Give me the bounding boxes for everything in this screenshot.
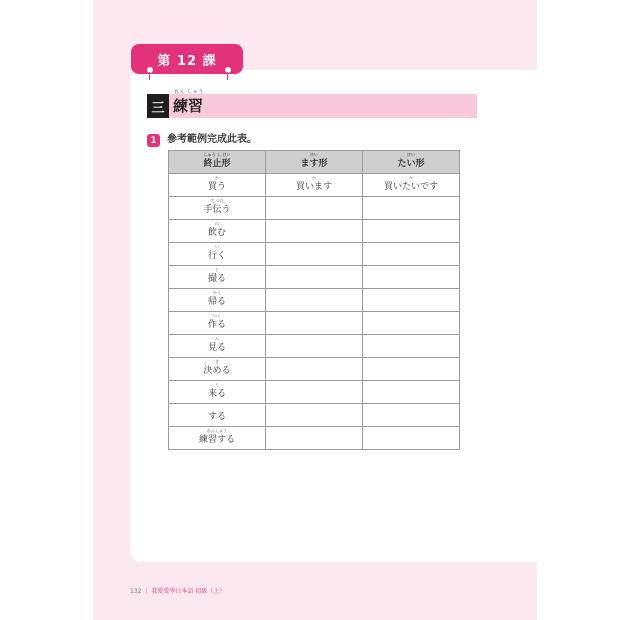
tai-form-cell[interactable]	[363, 197, 460, 220]
verb-form-table	[168, 150, 460, 450]
dictionary-form-cell	[169, 312, 266, 335]
dictionary-form-cell	[169, 335, 266, 358]
tai-form-cell[interactable]	[363, 335, 460, 358]
masu-form-cell[interactable]	[266, 312, 363, 335]
table-row	[169, 289, 460, 312]
dictionary-form-cell	[169, 266, 266, 289]
table-row	[169, 427, 460, 450]
verb-text: 作る	[207, 320, 226, 330]
book-level: 初級（上）	[195, 588, 226, 595]
furigana: く	[215, 382, 219, 387]
verb-text: 決める	[203, 366, 231, 376]
verb-text: 練習する	[198, 435, 235, 445]
footer-separator: ｜	[143, 588, 150, 595]
section-title: 練習	[173, 97, 204, 115]
header-masu-form	[266, 151, 363, 174]
header-ruby: けい	[310, 152, 318, 157]
table-row	[169, 358, 460, 381]
verb-text: 帰る	[207, 297, 226, 307]
tai-form-cell[interactable]	[363, 174, 460, 197]
furigana: の	[215, 221, 219, 226]
table-row	[169, 381, 460, 404]
table-row	[169, 266, 460, 289]
verb-text: 見る	[207, 343, 226, 353]
table-row	[169, 220, 460, 243]
tai-form-cell[interactable]	[363, 243, 460, 266]
header-label: たい形	[397, 159, 425, 169]
furigana: か	[409, 175, 413, 180]
header-label: 終止形	[203, 159, 231, 169]
header-ruby: しゅう し けい	[203, 152, 231, 157]
exercise-instruction: 參考範例完成此表。	[167, 134, 257, 145]
table-row	[169, 335, 460, 358]
verb-text: 飲む	[207, 228, 226, 238]
section-number: 三	[147, 94, 169, 118]
furigana: かえ	[213, 290, 221, 295]
section-title-ruby: れん しゅう	[174, 89, 204, 95]
furigana: き	[215, 359, 219, 364]
verb-text: 手伝う	[203, 205, 231, 215]
tai-form-cell[interactable]	[363, 220, 460, 243]
dictionary-form-cell	[169, 289, 266, 312]
page-footer	[130, 586, 225, 595]
furigana: み	[215, 336, 219, 341]
furigana: つく	[213, 313, 221, 318]
exercise-number-badge: 1	[147, 134, 160, 147]
table-row	[169, 404, 460, 427]
furigana: か	[312, 175, 316, 180]
verb-text: 買います	[295, 182, 332, 192]
masu-form-cell[interactable]	[266, 197, 363, 220]
masu-form-cell[interactable]	[266, 220, 363, 243]
table-row	[169, 174, 460, 197]
dictionary-form-cell	[169, 197, 266, 220]
masu-form-cell[interactable]	[266, 381, 363, 404]
masu-form-cell[interactable]	[266, 174, 363, 197]
masu-form-cell[interactable]	[266, 289, 363, 312]
tai-form-cell[interactable]	[363, 289, 460, 312]
verb-text: 買いたいです	[383, 182, 438, 192]
dictionary-form-cell	[169, 427, 266, 450]
verb-text: 買う	[207, 182, 226, 192]
tai-form-cell[interactable]	[363, 358, 460, 381]
table-header-row	[169, 151, 460, 174]
furigana: れんしゅう	[207, 428, 227, 433]
verb-text: 行く	[207, 251, 226, 261]
dictionary-form-cell	[169, 381, 266, 404]
masu-form-cell[interactable]	[266, 335, 363, 358]
masu-form-cell[interactable]	[266, 427, 363, 450]
masu-form-cell[interactable]	[266, 243, 363, 266]
dictionary-form-cell	[169, 243, 266, 266]
masu-form-cell[interactable]	[266, 358, 363, 381]
page-number: 132	[130, 588, 142, 595]
verb-text: する	[207, 412, 226, 422]
table-row	[169, 243, 460, 266]
table-row	[169, 197, 460, 220]
table-row	[169, 312, 460, 335]
furigana: い	[215, 244, 219, 249]
verb-text: 撮る	[207, 274, 226, 284]
tai-form-cell[interactable]	[363, 381, 460, 404]
tab-dot-left	[146, 66, 154, 74]
tai-form-cell[interactable]	[363, 404, 460, 427]
dictionary-form-cell	[169, 174, 266, 197]
tai-form-cell[interactable]	[363, 427, 460, 450]
book-title: 我愛愛學日本語	[151, 588, 194, 595]
furigana: と	[215, 267, 219, 272]
tab-dot-right	[224, 66, 232, 74]
tai-form-cell[interactable]	[363, 266, 460, 289]
masu-form-cell[interactable]	[266, 404, 363, 427]
verb-text: 来る	[207, 389, 226, 399]
tai-form-cell[interactable]	[363, 312, 460, 335]
header-tai-form	[363, 151, 460, 174]
tab-stem-right	[227, 72, 228, 80]
header-dictionary-form	[169, 151, 266, 174]
dictionary-form-cell	[169, 358, 266, 381]
masu-form-cell[interactable]	[266, 266, 363, 289]
dictionary-form-cell	[169, 404, 266, 427]
lesson-tab: 第 12 課	[131, 44, 243, 74]
furigana: か	[215, 175, 219, 180]
dictionary-form-cell	[169, 220, 266, 243]
header-ruby: けい	[407, 152, 415, 157]
tab-stem-left	[149, 72, 150, 80]
furigana: て つだ	[210, 198, 224, 203]
header-label: ます形	[300, 159, 328, 169]
